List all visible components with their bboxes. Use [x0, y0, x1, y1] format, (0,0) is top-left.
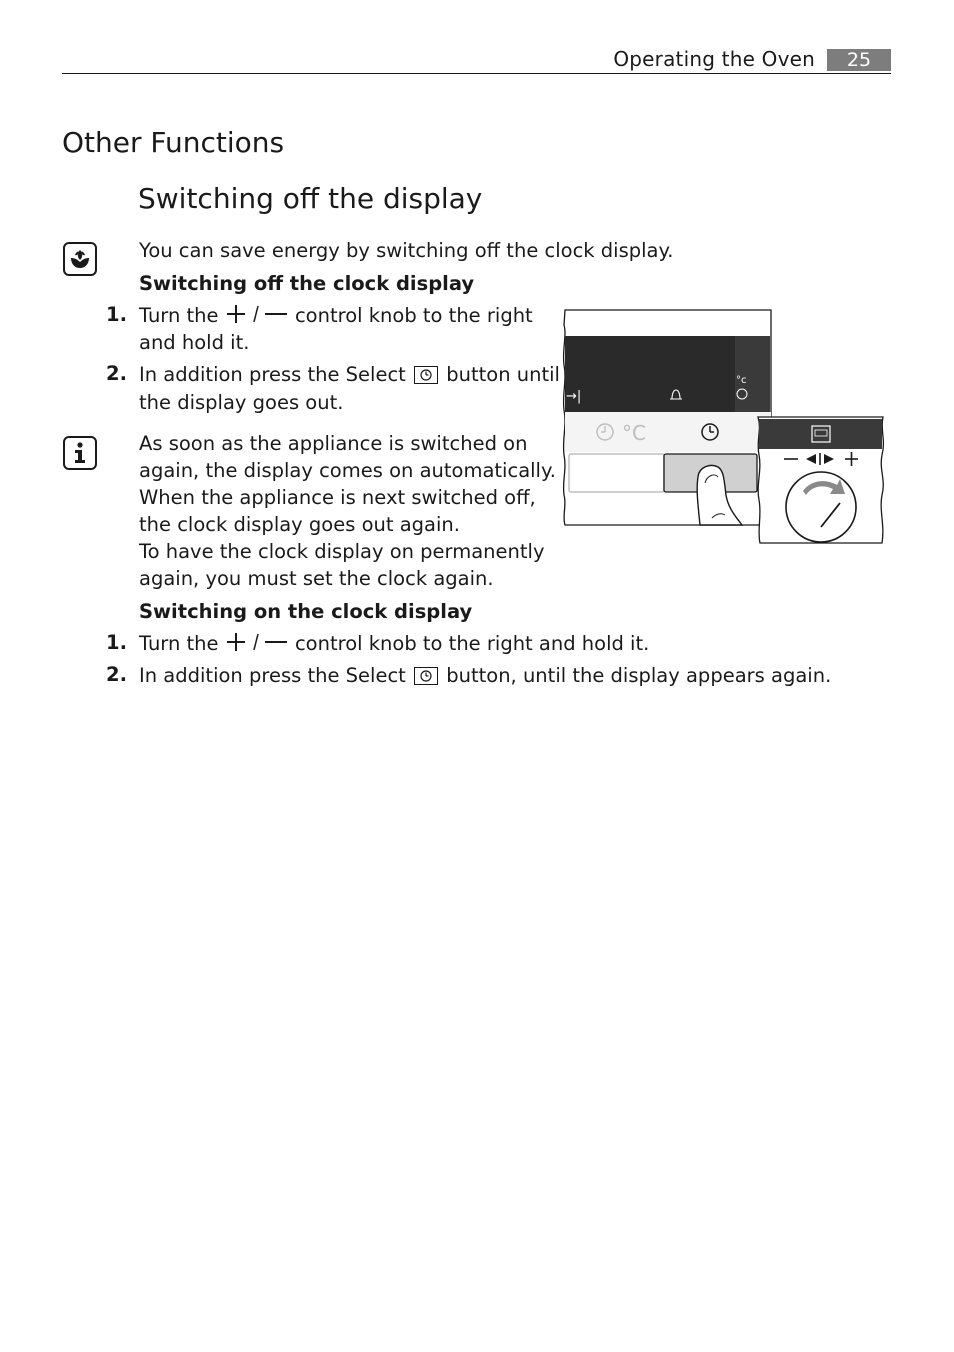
- info-line-5: To have the clock display on permanently: [139, 540, 545, 563]
- degree-label: °C: [622, 421, 646, 445]
- off-step2-text: [139, 361, 560, 388]
- plus-minus-symbol: [225, 632, 289, 659]
- info-icon: [63, 436, 97, 470]
- info-line-3: When the appliance is next switched off,: [139, 486, 536, 509]
- oven-control-panel-illustration: [560, 305, 890, 550]
- heading-other-functions: Other Functions: [62, 126, 285, 159]
- info-note: [139, 430, 556, 592]
- on-step2-text: [139, 662, 831, 689]
- on-step2-number: 2.: [106, 663, 127, 686]
- plus-minus-symbol: [225, 304, 289, 331]
- on-step1-number: 1.: [106, 631, 127, 654]
- select-button-icon: [414, 366, 438, 384]
- heading-switching-off-display: Switching off the display: [138, 182, 483, 215]
- on-section-heading: Switching on the clock display: [139, 600, 473, 623]
- header-rule: [62, 73, 891, 74]
- eco-leaf-icon: [63, 242, 97, 276]
- on-step1-text: [139, 630, 649, 659]
- off-step1-pre: Turn the: [139, 304, 219, 327]
- on-step2-post: button, until the display appears again.: [446, 664, 832, 687]
- off-step1-line2: and hold it.: [139, 331, 250, 354]
- off-step1-text: [139, 302, 533, 331]
- intro-text: You can save energy by switching off the clock display.: [139, 239, 674, 262]
- off-step1-number: 1.: [106, 303, 127, 326]
- small-degree-label: °c: [736, 375, 747, 386]
- select-button-icon: [414, 667, 438, 685]
- off-step2-line2: the display goes out.: [139, 391, 344, 414]
- off-step2-post: button until: [446, 363, 560, 386]
- off-section-heading: Switching off the clock display: [139, 272, 475, 295]
- running-head: [62, 46, 891, 74]
- off-step2-number: 2.: [106, 362, 127, 385]
- left-button: [569, 454, 664, 492]
- info-line-1: As soon as the appliance is switched on: [139, 432, 528, 455]
- arrow-end-icon: →|: [566, 389, 582, 404]
- section-title: Operating the Oven: [613, 47, 815, 71]
- off-step1-post: control knob to the right: [294, 304, 533, 327]
- info-line-6: again, you must set the clock again.: [139, 567, 494, 590]
- info-line-4: the clock display goes out again.: [139, 513, 460, 536]
- info-line-2: again, the display comes on automatically.: [139, 459, 556, 482]
- on-step2-pre: In addition press the Select: [139, 664, 406, 687]
- on-step1-pre: Turn the: [139, 632, 219, 655]
- page-number: 25: [827, 49, 891, 71]
- on-step1-post: control knob to the right and hold it.: [294, 632, 650, 655]
- off-step2-pre: In addition press the Select: [139, 363, 406, 386]
